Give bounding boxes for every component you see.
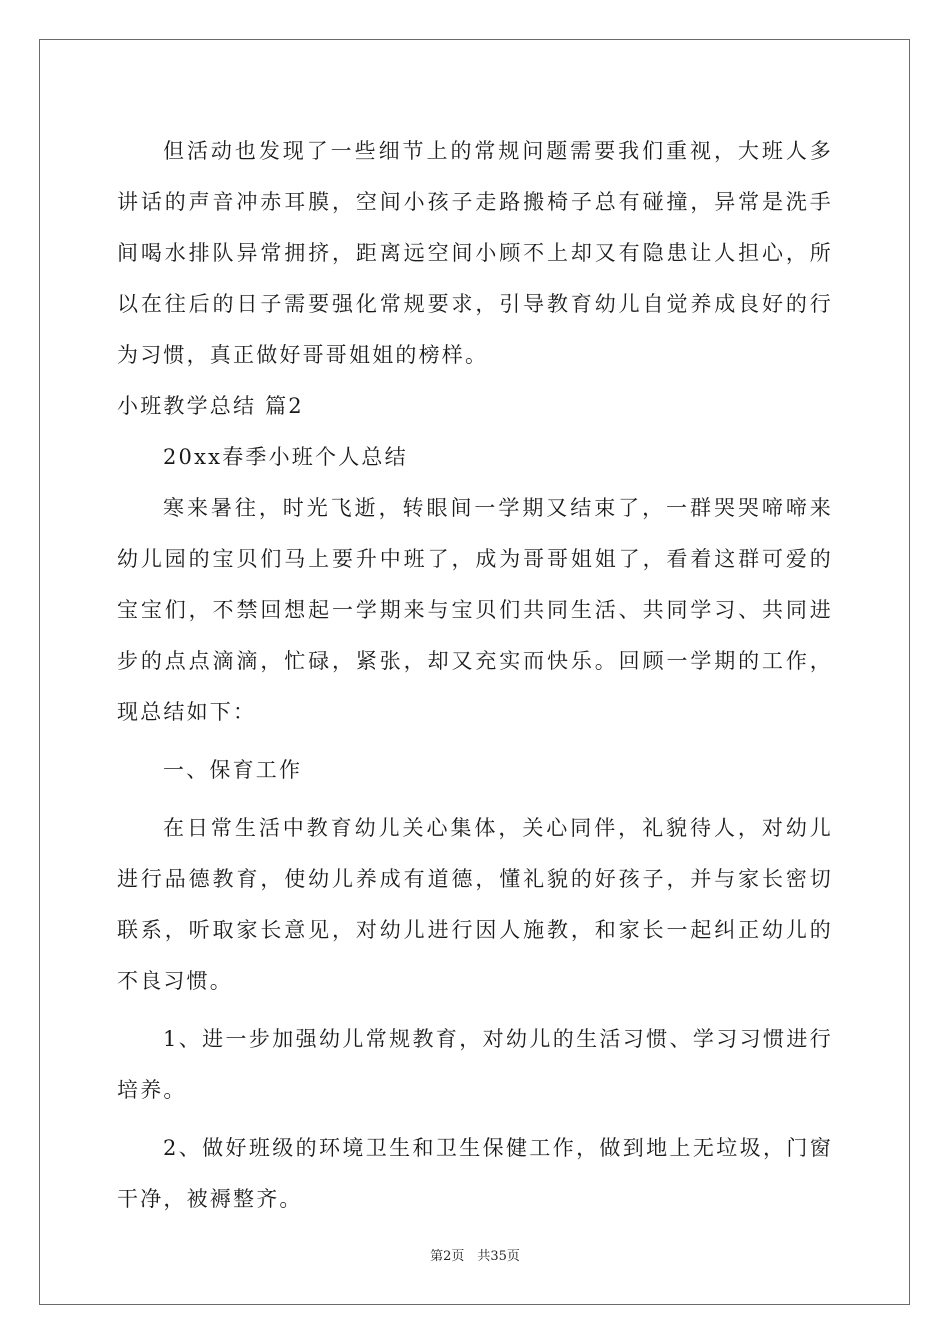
section-heading: 小班教学总结 篇2 (117, 394, 304, 418)
paragraph-daily-life: 在日常生活中教育幼儿关心集体，关心同伴，礼貌待人，对幼儿进行品德教育，使幼儿养成有道德，懂礼貌的好孩子，并与家长密切联系，听取家长意见，对幼儿进行因人施教，和家长一起纠正幼儿的不良习惯。 (117, 816, 833, 993)
page-number-footer: 第2页 共35页 (430, 1249, 520, 1264)
list-item-2: 2、做好班级的环境卫生和卫生保健工作，做到地上无垃圾，门窗干净，被褥整齐。 (117, 1136, 833, 1211)
paragraph-activity-issues: 但活动也发现了一些细节上的常规问题需要我们重视，大班人多讲话的声音冲赤耳膜，空间小孩子走路搬椅子总有碰撞，异常是洗手间喝水排队异常拥挤，距离远空间小顾不上却又有隐患让人担心，所以在往后的日子需要强化常规要求，引导教育幼儿自觉养成良好的行为习惯，真正做好哥哥姐姐的榜样。 (117, 139, 833, 367)
document-body (117, 126, 833, 1225)
list-item-1: 1、进一步加强幼儿常规教育，对幼儿的生活习惯、学习习惯进行培养。 (117, 1027, 833, 1102)
subtitle: 20xx春季小班个人总结 (163, 445, 408, 469)
subheading-childcare: 一、保育工作 (163, 758, 303, 782)
paragraph-intro: 寒来暑往，时光飞逝，转眼间一学期又结束了，一群哭哭啼啼来幼儿园的宝贝们马上要升中班了，成为哥哥姐姐了，看着这群可爱的宝宝们，不禁回想起一学期来与宝贝们共同生活、共同学习、共同进步的点点滴滴，忙碌，紧张，却又充实而快乐。回顾一学期的工作，现总结如下： (117, 496, 833, 724)
